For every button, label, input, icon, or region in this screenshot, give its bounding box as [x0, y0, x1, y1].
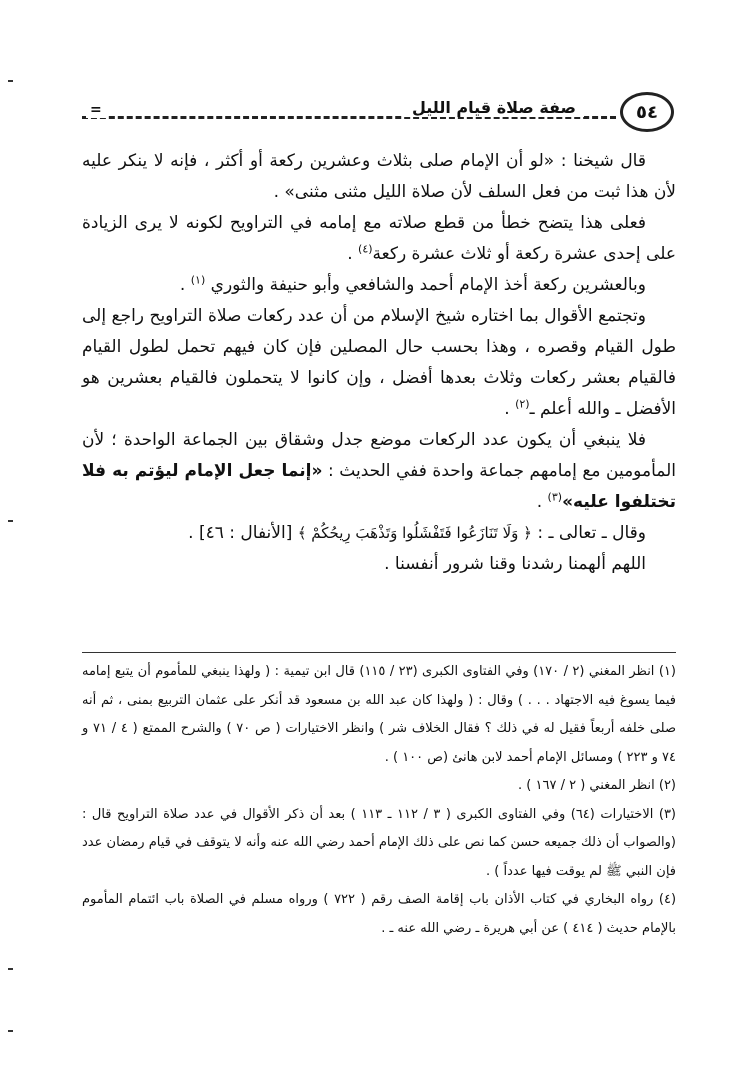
footnote-3: (٣) الاختيارات (٦٤) وفي الفتاوى الكبرى ( ٣ / ١١٢ ـ ١١٣ ) بعد أن ذكر الأقوال في عدد صلاة التراويح قال : (والصواب أن ذلك جميعه حسن كما نص على ذلك الإمام أحمد رضي الله عنه وأنه لا يتوقف في قيام رمضان عدد فإن النبي ﷺ لم يوقت فيها عدداً ) . — [82, 806, 676, 879]
footnote-ref-2: (٢) — [515, 397, 530, 411]
footnote-ref-4: (٤) — [358, 242, 373, 256]
paragraph-5 — [82, 425, 676, 518]
paragraph-2 — [82, 208, 676, 270]
scan-edge-mark — [8, 80, 13, 82]
p4-text: وتجتمع الأقوال بما اختاره شيخ الإسلام من أن عدد ركعات صلاة التراويح راجع إلى طول القيام وقصره ، وهذا بحسب حال المصلين فإن كان فيهم تحمل لطول القيام فالقيام بعشر ركعات وثلاث بعدها أفضل ، وإن كانوا لا يتحملون فالقيام بعشرين هو الأفضل ـ والله أعلم ـ — [82, 306, 676, 419]
footnote-ref-1: (١) — [190, 273, 206, 287]
paragraph-7 — [82, 549, 676, 580]
verse-reference: [الأنفال : ٤٦] . — [188, 523, 298, 543]
paragraph-4 — [82, 301, 676, 425]
hadith-quote: «إنما جعل الإمام ليؤتم به فلا تختلفوا عليه» — [82, 461, 676, 512]
footnote-1: (١) انظر المغني (٢ / ١٧٠) وفي الفتاوى الكبرى (٢٣ / ١١٥) قال ابن تيمية : ( ولهذا ينبغي للمأموم أن يتبع إمامه فيما يسوغ فيه الاجتهاد . . . ) وقال : ( ولهذا كان عبد الله بن مسعود قد أنكر على عثمان التربيع بمنى ، ثم أنه صلى خلفه أربعاً فقيل له في ذلك ؟ فقال الخلاف شر ) وانظر الاختيارات ( ص ٧٠ ) والشرح الممتع ( ٤ / ٧١ و ٧٤ و ٢٢٣ ) ومسائل الإمام أحمد لابن هانئ (ص ١٠٠ ) . — [82, 664, 676, 765]
page-number: ٥٤ — [620, 92, 674, 132]
p7-text: اللهم ألهمنا رشدنا وقنا شرور أنفسنا . — [384, 554, 646, 574]
paragraph-6 — [82, 518, 676, 549]
paragraph-1 — [82, 146, 676, 208]
header-ornament: = — [86, 102, 106, 118]
footnotes — [82, 658, 676, 943]
scan-edge-mark — [8, 520, 13, 522]
p4-end: . — [504, 399, 516, 419]
footnote-ref-3: (٣) — [547, 490, 563, 504]
footnote-4: (٤) رواه البخاري في كتاب الأذان باب إقامة الصف رقم ( ٧٢٢ ) ورواه مسلم في الصلاة باب ائتمام المأموم بالإمام حديث ( ٤١٤ ) عن أبي هريرة ـ رضي الله عنه ـ . — [82, 892, 677, 936]
main-text — [82, 146, 676, 580]
p6-text: وقال ـ تعالى ـ : — [531, 523, 646, 543]
p2-text: فعلى هذا يتضح خطأ من قطع صلاته مع إمامه في التراويح لكونه لا يرى الزيادة على إحدى عشرة ركعة أو ثلاث عشرة ركعة — [82, 213, 676, 264]
scan-edge-mark — [8, 1030, 13, 1032]
scan-edge-mark — [8, 968, 13, 970]
footnote-2: (٢) انظر المغني ( ٢ / ١٦٧ ) . — [518, 778, 676, 793]
running-header — [82, 92, 674, 136]
p1-text: قال شيخنا : «لو أن الإمام صلى بثلاث وعشرين ركعة أو أكثر ، فإنه لا ينكر عليه لأن هذا ثبت من فعل السلف لأن صلاة الليل مثنى مثنى» . — [82, 151, 676, 202]
footnote-separator — [82, 652, 676, 653]
quran-verse: ﴿ وَلَا تَنَازَعُوا فَتَفْشَلُوا وَتَذْهَبَ رِيحُكُمْ ﴾ — [297, 524, 532, 542]
p3-end: . — [179, 275, 191, 295]
paragraph-3 — [82, 270, 676, 301]
p2-end: . — [347, 244, 359, 264]
p5-end: . — [536, 492, 548, 512]
p5-text: فلا ينبغي أن يكون عدد الركعات موضع جدل وشقاق بين الجماعة الواحدة ؛ لأن المأمومين مع إمامهم جماعة واحدة ففي الحديث : — [82, 430, 676, 481]
p3-text: وبالعشرين ركعة أخذ الإمام أحمد والشافعي وأبو حنيفة والثوري — [205, 275, 646, 295]
running-title: صفة صلاة قيام الليل — [404, 98, 584, 117]
